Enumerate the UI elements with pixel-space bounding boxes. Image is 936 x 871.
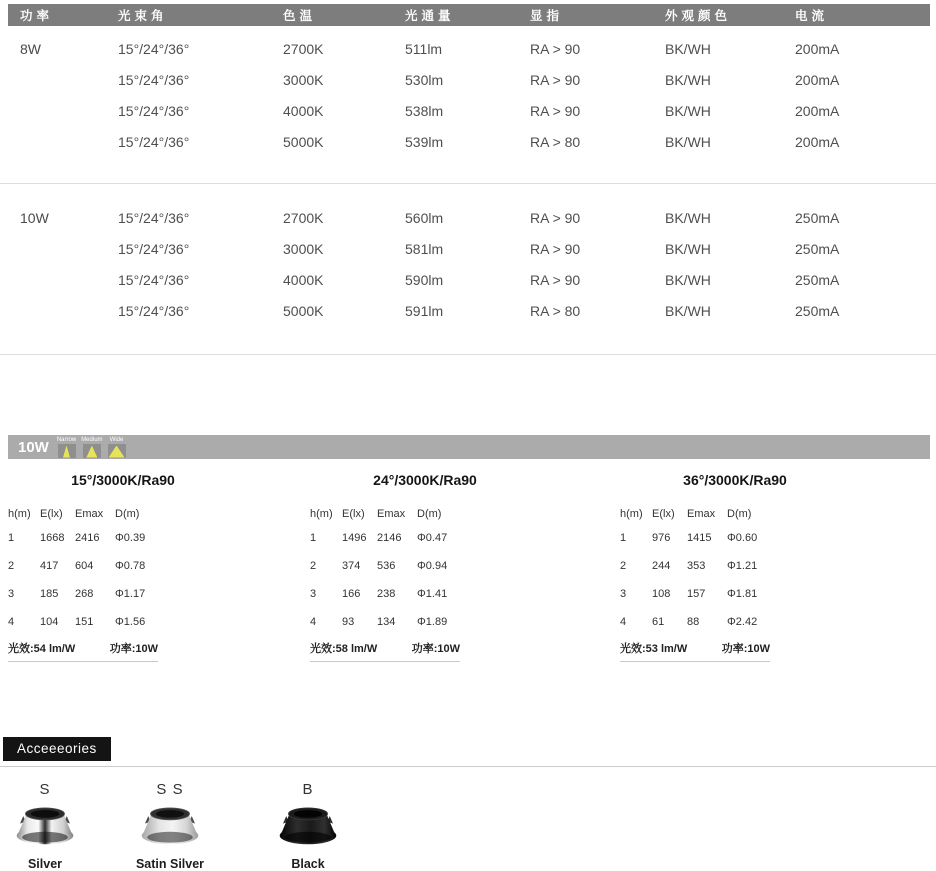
cell: 2 <box>8 560 15 572</box>
medium-beam-label: Medium <box>81 436 103 443</box>
col-header: h(m) <box>8 508 31 520</box>
cell: 244 <box>652 560 671 572</box>
cell: Φ1.17 <box>115 588 146 600</box>
cell: 1 <box>310 532 317 544</box>
narrow-beam-label: Narrow <box>56 436 77 443</box>
color-temp-cell: 3000K <box>283 241 324 257</box>
cell: Φ2.42 <box>727 616 758 628</box>
accessory-label: Satin Silver <box>135 857 205 871</box>
current-cell: 250mA <box>795 241 840 257</box>
cell: 2146 <box>377 532 402 544</box>
cri-cell: RA > 90 <box>530 41 581 57</box>
current-cell: 250mA <box>795 210 840 226</box>
photometry-table-title: 15°/3000K/Ra90 <box>71 472 175 488</box>
cell: 268 <box>75 588 94 600</box>
accessory-item-black <box>263 781 353 871</box>
cell: 2416 <box>75 532 100 544</box>
flux-cell: 591lm <box>405 303 444 319</box>
photometry-table-24deg <box>310 472 540 662</box>
cell: 108 <box>652 588 671 600</box>
section-divider <box>0 183 936 184</box>
color-cell: BK/WH <box>665 210 711 226</box>
accessories-items <box>0 781 936 871</box>
beam-angle-cell: 15°/24°/36° <box>118 303 190 319</box>
cell: 1 <box>620 532 627 544</box>
color-temp-cell: 2700K <box>283 210 324 226</box>
color-temp-cell: 4000K <box>283 272 324 288</box>
current-cell: 200mA <box>795 41 840 57</box>
cell: 3 <box>8 588 15 600</box>
cell: 2 <box>620 560 627 572</box>
col-header: Emax <box>687 508 716 520</box>
col-header: D(m) <box>417 508 442 520</box>
cri-cell: RA > 80 <box>530 303 581 319</box>
flux-cell: 538lm <box>405 103 444 119</box>
flux-cell: 511lm <box>405 41 443 57</box>
current-cell: 250mA <box>795 303 840 319</box>
header-current: 电流 <box>795 9 829 23</box>
flux-cell: 539lm <box>405 134 444 150</box>
photometry-power-label: 10W <box>18 438 49 456</box>
cri-cell: RA > 90 <box>530 241 581 257</box>
table-footer <box>310 640 460 662</box>
beam-angle-cell: 15°/24°/36° <box>118 210 190 226</box>
beam-angle-cell: 15°/24°/36° <box>118 134 190 150</box>
efficacy-value: 光效:53 lm/W <box>620 643 688 655</box>
satin-silver-reflector-image <box>137 803 203 853</box>
accessory-code: B <box>302 781 314 798</box>
cell: 157 <box>687 588 706 600</box>
cell: 93 <box>342 616 355 628</box>
power-label: 8W <box>20 41 41 57</box>
cell: Φ0.60 <box>727 532 758 544</box>
wide-beam-group <box>108 437 126 458</box>
color-cell: BK/WH <box>665 134 711 150</box>
cell: 151 <box>75 616 94 628</box>
cell: 185 <box>40 588 59 600</box>
cell: 4 <box>310 616 317 628</box>
photometry-table-title: 36°/3000K/Ra90 <box>683 472 787 488</box>
accessory-label: Silver <box>27 857 63 871</box>
cell: 166 <box>342 588 361 600</box>
cell: 1496 <box>342 532 367 544</box>
current-cell: 200mA <box>795 72 840 88</box>
cell: Φ0.47 <box>417 532 448 544</box>
header-beam-angle: 光束角 <box>118 9 168 23</box>
col-header: h(m) <box>620 508 643 520</box>
beam-angle-cell: 15°/24°/36° <box>118 272 190 288</box>
color-temp-cell: 2700K <box>283 41 324 57</box>
header-appearance-color: 外观颜色 <box>665 9 732 23</box>
cri-cell: RA > 90 <box>530 103 581 119</box>
cell: 104 <box>40 616 59 628</box>
cell: 4 <box>8 616 15 628</box>
cell: 1415 <box>687 532 712 544</box>
current-cell: 200mA <box>795 134 840 150</box>
cell: Φ1.81 <box>727 588 758 600</box>
section-divider <box>0 766 936 767</box>
wide-beam-icon <box>108 444 126 458</box>
power-value: 功率:10W <box>411 643 460 655</box>
header-color-temp: 色温 <box>283 9 317 23</box>
cell: Φ1.41 <box>417 588 448 600</box>
cell: 604 <box>75 560 94 572</box>
col-header: E(lx) <box>342 508 365 520</box>
spec-table-header-bar <box>8 4 930 26</box>
cell: 3 <box>310 588 317 600</box>
table-footer <box>8 640 158 662</box>
beam-angle-cell: 15°/24°/36° <box>118 241 190 257</box>
medium-beam-group <box>81 437 102 458</box>
color-cell: BK/WH <box>665 241 711 257</box>
silver-reflector-image <box>12 803 78 853</box>
cell: Φ0.78 <box>115 560 146 572</box>
accessory-code: S S <box>156 781 184 798</box>
col-header: D(m) <box>115 508 140 520</box>
photometry-table-15deg <box>8 472 238 662</box>
cell: 88 <box>687 616 700 628</box>
col-header: E(lx) <box>40 508 63 520</box>
accessory-item-satin-silver <box>125 781 215 871</box>
cell: Φ1.21 <box>727 560 758 572</box>
color-cell: BK/WH <box>665 41 711 57</box>
cell: 374 <box>342 560 361 572</box>
beam-angle-cell: 15°/24°/36° <box>118 41 190 57</box>
cell: 1668 <box>40 532 65 544</box>
cell: Φ1.56 <box>115 616 146 628</box>
accessory-code: S <box>39 781 51 798</box>
efficacy-value: 光效:58 lm/W <box>310 643 378 655</box>
power-value: 功率:10W <box>721 643 770 655</box>
color-cell: BK/WH <box>665 272 711 288</box>
current-cell: 200mA <box>795 103 840 119</box>
beam-angle-cell: 15°/24°/36° <box>118 103 190 119</box>
cell: 61 <box>652 616 665 628</box>
cell: 2 <box>310 560 317 572</box>
col-header: h(m) <box>310 508 333 520</box>
narrow-beam-group <box>57 437 76 458</box>
wide-beam-label: Wide <box>109 436 124 443</box>
cell: Φ0.39 <box>115 532 146 544</box>
beam-angle-cell: 15°/24°/36° <box>118 72 190 88</box>
cri-cell: RA > 80 <box>530 134 581 150</box>
cri-cell: RA > 90 <box>530 72 581 88</box>
color-temp-cell: 3000K <box>283 72 324 88</box>
color-temp-cell: 5000K <box>283 134 324 150</box>
flux-cell: 590lm <box>405 272 444 288</box>
cell: Φ1.89 <box>417 616 448 628</box>
color-cell: BK/WH <box>665 303 711 319</box>
spec-group-10w <box>8 203 936 327</box>
cell: 3 <box>620 588 627 600</box>
photometry-tables <box>0 472 936 662</box>
photometry-table-title: 24°/3000K/Ra90 <box>373 472 477 488</box>
color-temp-cell: 4000K <box>283 103 324 119</box>
flux-cell: 530lm <box>405 72 444 88</box>
cell: 4 <box>620 616 627 628</box>
header-power: 功率 <box>20 9 54 23</box>
cell: 353 <box>687 560 706 572</box>
col-header: E(lx) <box>652 508 675 520</box>
header-luminous-flux: 光通量 <box>405 9 455 23</box>
cri-cell: RA > 90 <box>530 272 581 288</box>
power-value: 功率:10W <box>109 643 158 655</box>
spec-group-8w <box>8 34 936 158</box>
header-cri: 显指 <box>530 9 564 23</box>
cell: 134 <box>377 616 396 628</box>
black-reflector-image <box>275 803 341 853</box>
accessories-title: Acceeeories <box>3 737 111 761</box>
cell: 536 <box>377 560 396 572</box>
flux-cell: 560lm <box>405 210 444 226</box>
current-cell: 250mA <box>795 272 840 288</box>
cell: 238 <box>377 588 396 600</box>
cell: Φ0.94 <box>417 560 448 572</box>
col-header: Emax <box>377 508 406 520</box>
power-label: 10W <box>20 210 49 226</box>
col-header: Emax <box>75 508 104 520</box>
narrow-beam-icon <box>58 444 76 458</box>
cri-cell: RA > 90 <box>530 210 581 226</box>
accessory-label: Black <box>291 857 325 871</box>
accessory-item-silver <box>0 781 90 871</box>
cell: 417 <box>40 560 59 572</box>
color-temp-cell: 5000K <box>283 303 324 319</box>
col-header: D(m) <box>727 508 752 520</box>
efficacy-value: 光效:54 lm/W <box>8 643 76 655</box>
photometry-table-36deg <box>620 472 850 662</box>
section-divider <box>0 354 936 355</box>
cell: 1 <box>8 532 15 544</box>
table-footer <box>620 640 770 662</box>
medium-beam-icon <box>83 444 101 458</box>
color-cell: BK/WH <box>665 72 711 88</box>
photometry-bar <box>8 435 930 459</box>
color-cell: BK/WH <box>665 103 711 119</box>
flux-cell: 581lm <box>405 241 444 257</box>
cell: 976 <box>652 532 671 544</box>
